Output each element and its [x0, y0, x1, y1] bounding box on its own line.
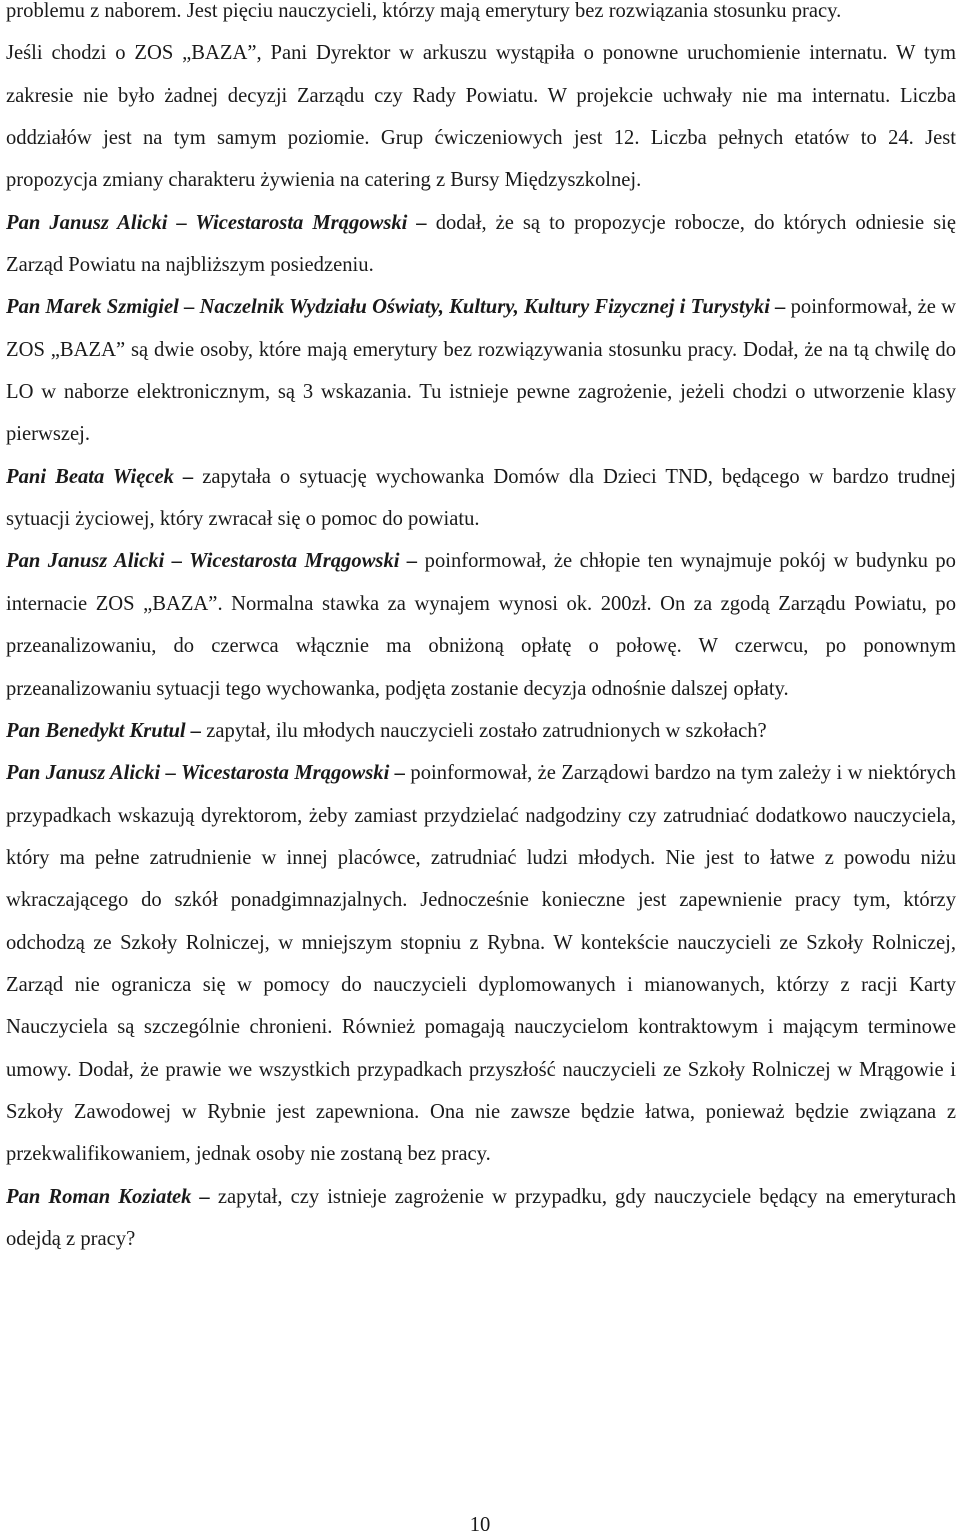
- speaker-name: Pan Janusz Alicki – Wicestarosta Mrągowski –: [6, 550, 418, 573]
- paragraph-text: problemu z naborem. Jest pięciu nauczycieli, którzy mają emerytury bez rozwiązania stosunku pracy.: [6, 0, 842, 22]
- speaker-name: Pan Marek Szmigiel – Naczelnik Wydziału Oświaty, Kultury, Kultury Fizycznej i Turystyki –: [6, 296, 786, 319]
- paragraph-3: [6, 202, 956, 287]
- paragraph-5: [6, 456, 956, 541]
- paragraph-text: zapytała o sytuację wychowanka Domów dla Dzieci TND, będącego w bardzo trudnej sytuacji życiowej, który zwracał się o pomoc do powiatu.: [6, 465, 956, 531]
- document-body: [6, 0, 956, 1260]
- paragraph-2: [6, 32, 956, 201]
- paragraph-text: Jeśli chodzi o ZOS „BAZA”, Pani Dyrektor w arkuszu wystąpiła o ponowne uruchomienie internatu. W tym zakresie nie było żadnej decyzji Zarządu czy Rady Powiatu. W projekcie uchwały nie ma internatu. Liczba oddziałów jest na tym samym poziomie. Grup ćwiczeniowych jest 12. Liczba pełnych etatów to 24. Jest propozycja zmiany charakteru żywienia na catering z Bursy Międzyszkolnej.: [6, 42, 956, 192]
- paragraph-text: zapytał, ilu młodych nauczycieli zostało zatrudnionych w szkołach?: [201, 719, 767, 742]
- speaker-name: Pan Benedykt Krutul –: [6, 719, 202, 742]
- paragraph-1: [6, 0, 956, 32]
- paragraph-7: [6, 710, 956, 752]
- speaker-name: Pani Beata Więcek –: [6, 465, 194, 488]
- paragraph-8: [6, 752, 956, 1175]
- paragraph-4: [6, 286, 956, 455]
- paragraph-text: poinformował, że w ZOS „BAZA” są dwie osoby, które mają emerytury bez rozwiązywania stosunku pracy. Dodał, że na tą chwilę do LO w naborze elektronicznym, są 3 wskazania. Tu istnieje pewne zagrożenie, jeżeli chodzi o utworzenie klasy pierwszej.: [6, 296, 956, 446]
- speaker-name: Pan Janusz Alicki – Wicestarosta Mrągowski –: [6, 762, 406, 785]
- paragraph-text: poinformował, że chłopie ten wynajmuje pokój w budynku po internacie ZOS „BAZA”. Normalna stawka za wynajem wynosi ok. 200zł. On za zgodą Zarządu Powiatu, po przeanalizowaniu, do czerwca włącznie ma obniżoną opłatę o połowę. W czerwcu, po ponownym przeanalizowaniu sytuacji tego wychowanka, podjęta zostanie decyzja odnośnie dalszej opłaty.: [6, 550, 956, 700]
- speaker-name: Pan Roman Koziatek –: [6, 1185, 210, 1208]
- paragraph-9: [6, 1176, 956, 1261]
- paragraph-text: dodał, że są to propozycje robocze, do których odniesie się Zarząd Powiatu na najbliższym posiedzeniu.: [6, 211, 956, 277]
- paragraph-text: poinformował, że Zarządowi bardzo na tym zależy i w niektórych przypadkach wskazują dyrektorom, żeby zamiast przydzielać nadgodziny czy zatrudniać dodatkowo nauczyciela, który ma pełne zatrudnienie w innej placówce, zatrudniać ludzi młodych. Nie jest to łatwe z powodu niżu wkraczającego do szkół ponadgimnazjalnych. Jednocześnie konieczne jest zapewnienie pracy tym, którzy odchodzą ze Szkoły Rolniczej, w mniejszym stopniu z Rybna. W kontekście nauczycieli ze Szkoły Rolniczej, Zarząd nie ogranicza się w pomocy do nauczycieli dyplomowanych i mianowanych, którzy z racji Karty Nauczyciela są szczególnie chronieni. Również pomagają nauczycielom kontraktowym i mającym terminowe umowy. Dodał, że prawie we wszystkich przypadkach przyszłość nauczycieli ze Szkoły Rolniczej w Mrągowie i Szkoły Zawodowej w Rybnie jest zapewniona. Ona nie zawsze będzie łatwa, ponieważ będzie związana z przekwalifikowaniem, jednak osoby nie zostaną bez pracy.: [6, 762, 956, 1166]
- speaker-name: Pan Janusz Alicki – Wicestarosta Mrągowski –: [6, 211, 427, 234]
- paragraph-6: [6, 540, 956, 709]
- paragraph-text: zapytał, czy istnieje zagrożenie w przypadku, gdy nauczyciele będący na emeryturach odejdą z pracy?: [6, 1185, 956, 1250]
- page-number: 10: [469, 1514, 491, 1536]
